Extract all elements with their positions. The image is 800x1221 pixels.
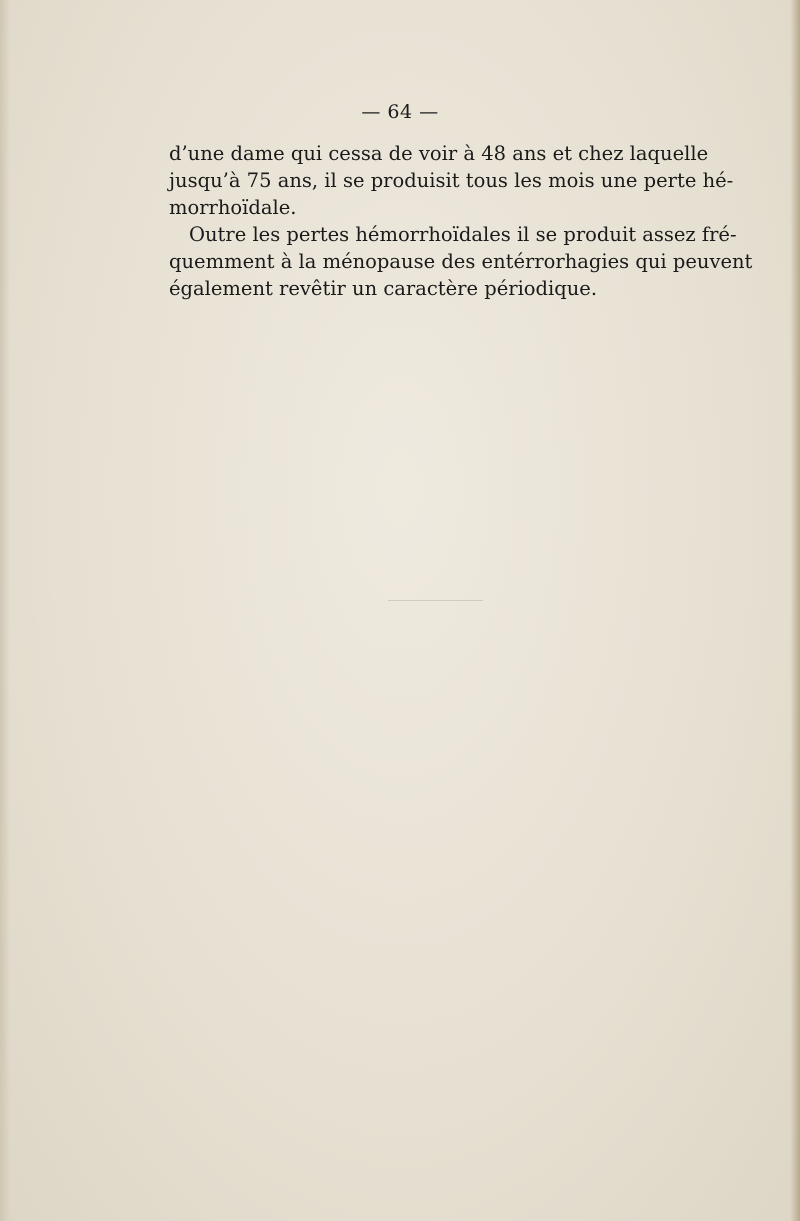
page-edge-right — [790, 0, 800, 1221]
text-line-4: Outre les pertes hémorrhoïdales il se produit assez fré- — [189, 223, 737, 246]
page-edge-left — [0, 0, 10, 1221]
text-line-6: également revêtir un caractère périodique. — [169, 277, 598, 300]
page-number: — 64 — — [361, 101, 439, 123]
text-line-5: quemment à la ménopause des entérrorhagies qui peuvent — [169, 250, 753, 273]
text-line-1: d’une dame qui cessa de voir à 48 ans et chez laquelle — [169, 142, 709, 165]
body-text — [169, 140, 753, 302]
text-line-3: morrhoïdale. — [169, 196, 297, 219]
show-through-rule — [388, 600, 483, 601]
text-line-2: jusqu’à 75 ans, il se produisit tous les mois une perte hé- — [169, 169, 734, 192]
